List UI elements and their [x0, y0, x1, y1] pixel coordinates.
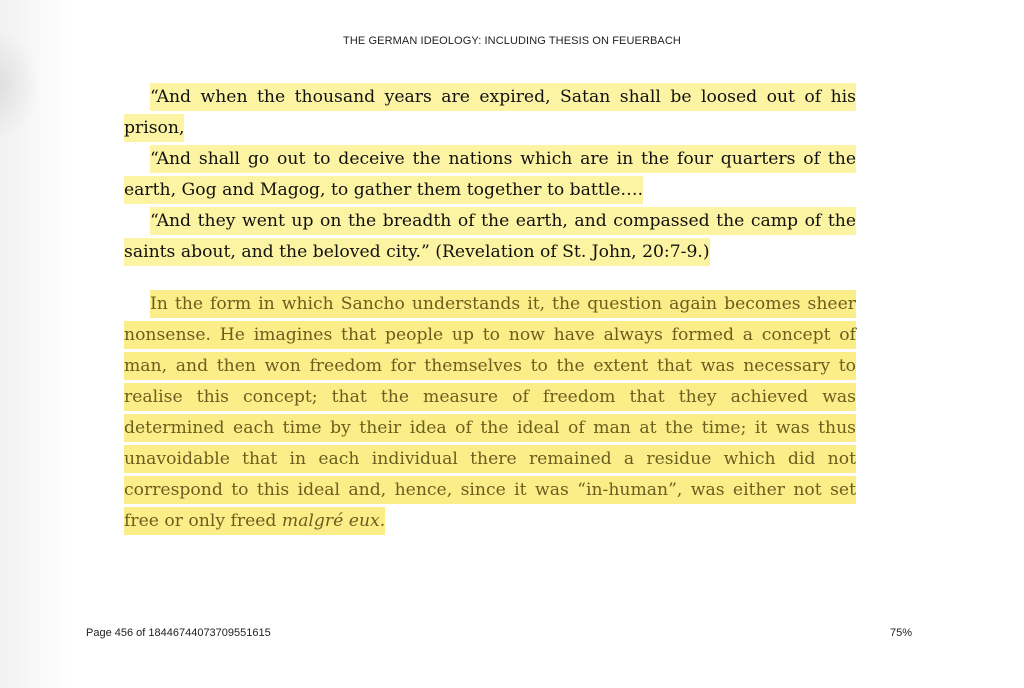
- quote-paragraph[interactable]: [124, 82, 856, 144]
- page-edge-shadow: [0, 0, 70, 688]
- quote-paragraph[interactable]: [124, 206, 856, 268]
- body-paragraph[interactable]: [124, 289, 856, 537]
- italic-phrase: malgré eux.: [281, 511, 386, 531]
- book-title-header: THE GERMAN IDEOLOGY: INCLUDING THESIS ON FEUERBACH: [343, 35, 681, 47]
- reading-progress: 75%: [889, 627, 912, 639]
- body-text-block: [124, 289, 856, 537]
- highlighted-text[interactable]: “And shall go out to deceive the nations which are in the four quarters of the earth, Gog and Magog, to gather them together to battle….: [124, 145, 856, 204]
- highlighted-text[interactable]: “And they went up on the breadth of the earth, and compassed the camp of the saints about, and the beloved city.” (Revelation of St. John, 20:7-9.): [124, 207, 856, 266]
- body-paragraph-text: In the form in which Sancho understands it, the question again becomes sheer nonsense. He imagines that people up to now have always formed a concept of man, and then won freedom for themselves to the extent that was necessary to realise this concept; that the measure of freedom that they achieved was determined each time by their idea of the ideal of man at the time; it was thus unavoidable that in each individual there remained a residue which did not correspond to this ideal and, hence, since it was “in-human”, was either not set free or only freed: [124, 294, 856, 531]
- quote-block: [124, 82, 856, 268]
- highlighted-text[interactable]: [124, 290, 856, 535]
- highlighted-text[interactable]: “And when the thousand years are expired, Satan shall be loosed out of his prison,: [124, 83, 856, 142]
- quote-paragraph[interactable]: [124, 144, 856, 206]
- page-indicator: Page 456 of 18446744073709551615: [86, 627, 271, 639]
